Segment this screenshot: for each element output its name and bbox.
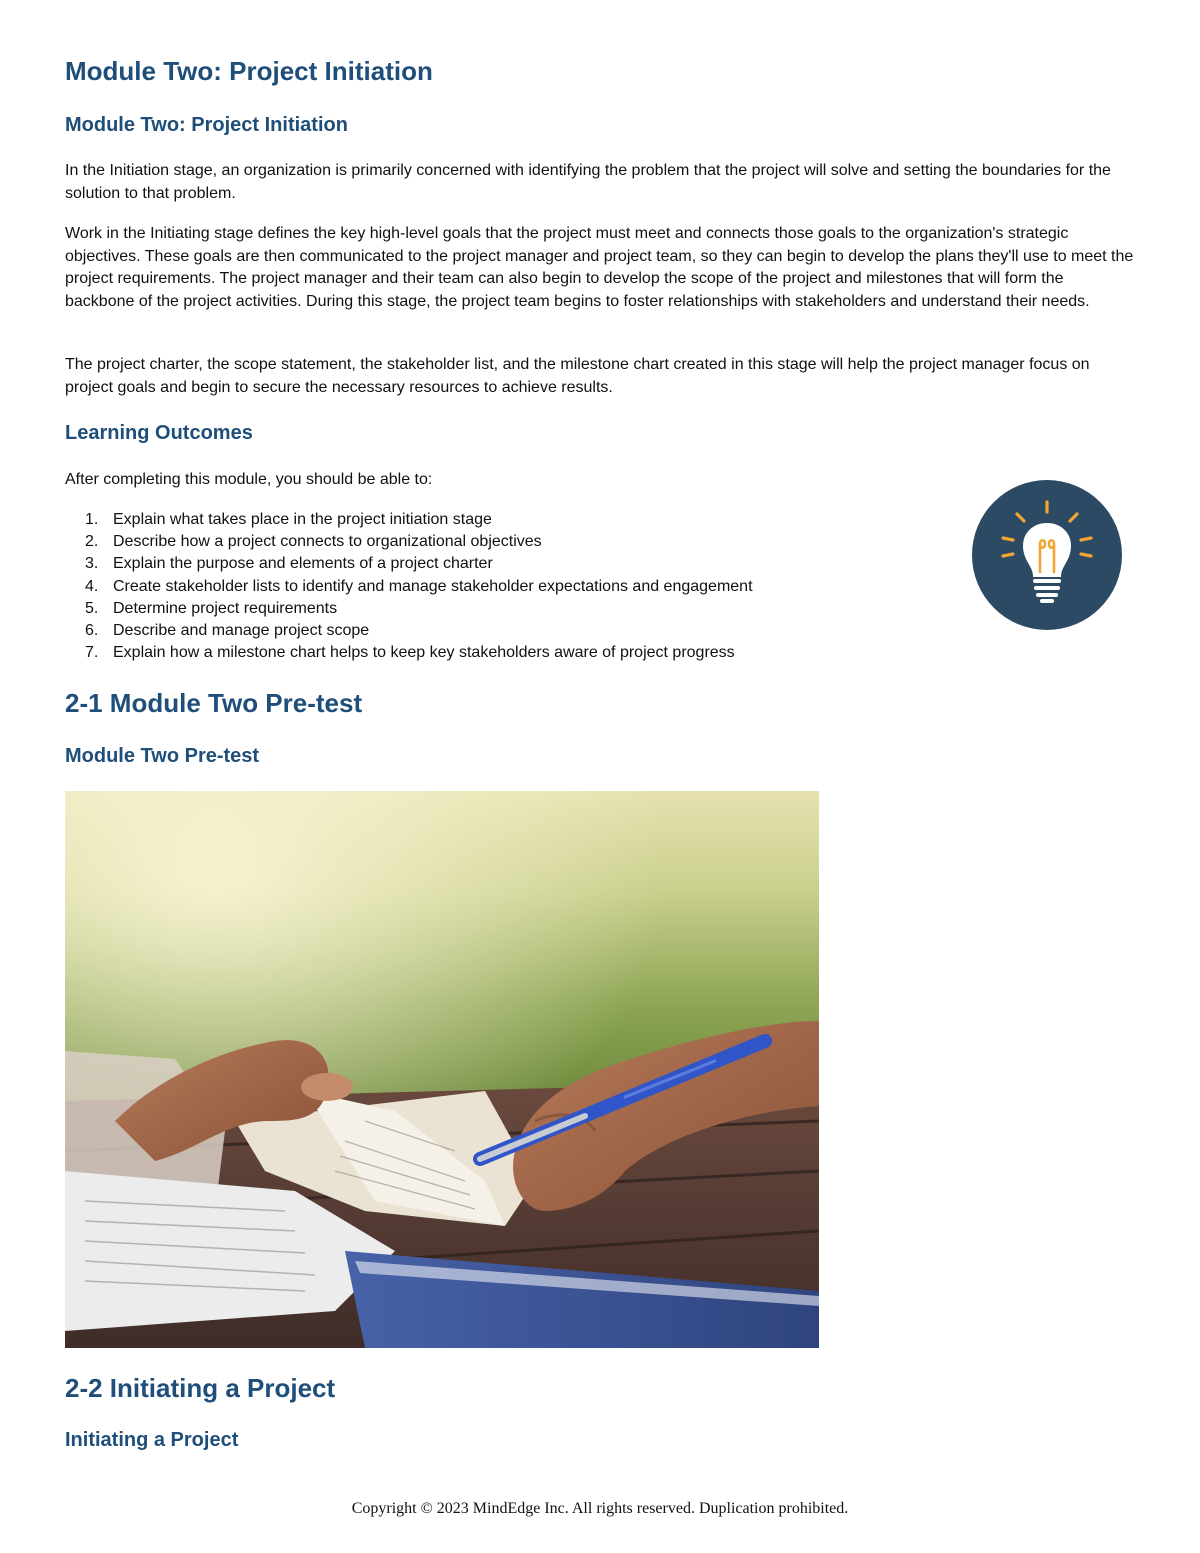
list-item [65, 620, 753, 642]
lightbulb-badge [972, 480, 1122, 630]
list-item [65, 576, 753, 598]
intro-paragraph: The project charter, the scope statement, the stakeholder list, and the milestone chart created in this stage will help the project manager focus on project goals and begin to secure the necessary resources to achieve results. [65, 356, 1090, 396]
list-item-text: Describe and manage project scope [113, 622, 370, 640]
learning-outcomes-list [65, 509, 753, 664]
module-subtitle: Module Two: Project Initiation [65, 114, 348, 136]
copyright-footer: Copyright © 2023 MindEdge Inc. All rights reserved. Duplication prohibited. [351, 1500, 849, 1517]
list-item-text: Explain what takes place in the project initiation stage [113, 511, 492, 528]
list-item-text: Create stakeholder lists to identify and manage stakeholder expectations and engagement [113, 577, 753, 595]
learning-outcomes-lead: After completing this module, you should be able to: [65, 471, 433, 488]
intro-paragraph: Work in the Initiating stage defines the key high-level goals that the project must meet and connects those goals to the organization's strategic objectives. These goals are then communicated to the project manager and project team, so they can begin to develop the plans they'll use to meet the project requirements. The project manager and their team can also begin to develop the scope of the project and milestones that will form the backbone of the project activities. During this stage, the project team begins to foster relationships with stakeholders and understand their needs. [65, 225, 1134, 310]
list-item-number: 2. [85, 533, 99, 551]
list-item-text: Explain the purpose and elements of a project charter [113, 555, 493, 573]
list-item [65, 509, 753, 531]
list-item-number: 6. [85, 622, 99, 640]
intro-paragraph: In the Initiation stage, an organization is primarily concerned with identifying the problem that the project will solve and setting the boundaries for the solution to that problem. [65, 162, 1111, 202]
section-2-2-subtitle: Initiating a Project [65, 1429, 239, 1451]
list-item-number: 7. [85, 644, 99, 662]
person-writing-in-notebook-photo [65, 791, 819, 1348]
section-2-2-title: 2-2 Initiating a Project [65, 1373, 336, 1403]
list-item [65, 642, 753, 664]
list-item-number: 4. [85, 577, 99, 595]
list-item-text: Describe how a project connects to organizational objectives [113, 533, 542, 551]
section-2-1-subtitle: Module Two Pre-test [65, 745, 260, 767]
list-item-number: 1. [85, 511, 99, 528]
section-2-1-title: 2-1 Module Two Pre-test [65, 688, 363, 718]
list-item-number: 3. [85, 555, 99, 573]
list-item [65, 531, 753, 553]
list-item-text: Determine project requirements [113, 599, 338, 617]
list-item [65, 553, 753, 575]
module-title: Module Two: Project Initiation [65, 56, 433, 86]
lightbulb-icon [972, 480, 1122, 630]
list-item [65, 598, 753, 620]
list-item-number: 5. [85, 599, 99, 617]
learning-outcomes-heading: Learning Outcomes [65, 422, 253, 444]
list-item-text: Explain how a milestone chart helps to keep key stakeholders aware of project progress [113, 644, 735, 662]
